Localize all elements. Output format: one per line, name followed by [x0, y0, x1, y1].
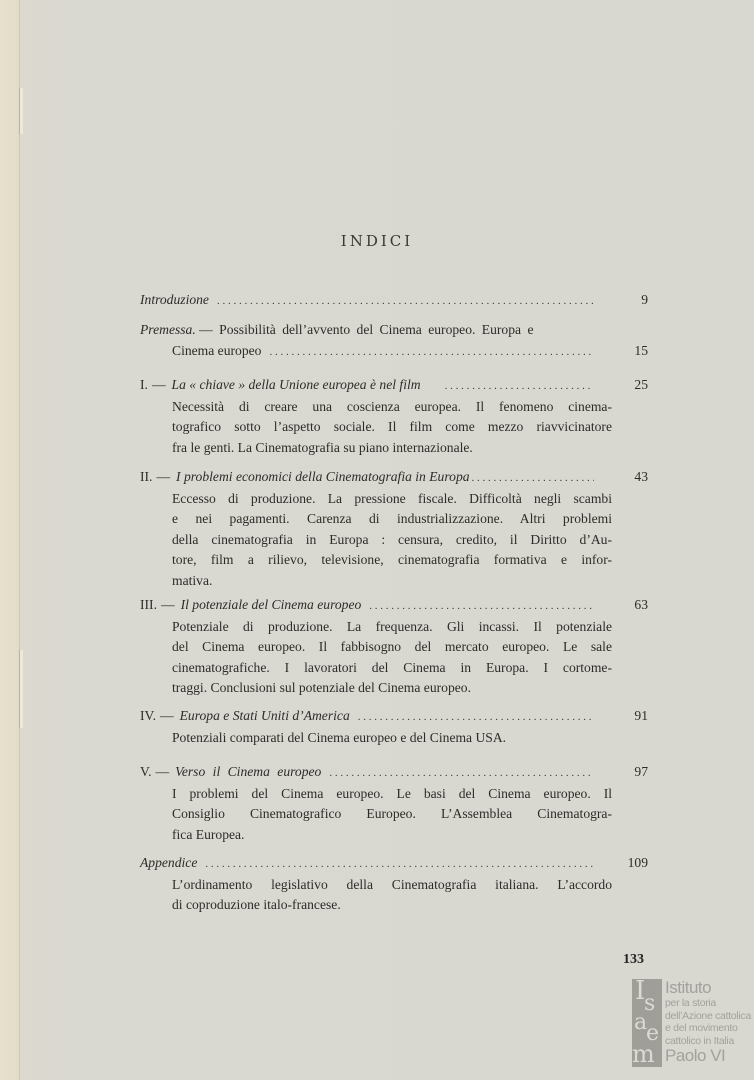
summary-line: Potenziali comparati del Cinema europeo e del Cinema USA.: [172, 729, 507, 745]
toc-entry-chapter-2[interactable]: [140, 467, 648, 591]
toc-entry-chapter-5[interactable]: [140, 762, 648, 845]
chapter-number: II.: [140, 469, 153, 484]
toc-entry-chapter-4[interactable]: [140, 706, 648, 748]
logo-letter: I: [635, 976, 646, 1006]
dot-leader: [269, 342, 594, 363]
dot-leader: [445, 376, 594, 397]
toc-entry-chapter-1[interactable]: [140, 375, 648, 458]
summary-line: mativa.: [172, 572, 213, 588]
chapter-number: V.: [140, 764, 152, 779]
toc-entry-title: Verso il Cinema europeo: [175, 764, 322, 779]
toc-entry-title: La « chiave » della Unione europea è nel film: [171, 377, 421, 392]
summary-line: tografico sotto l’aspetto sociale. Il film come mezzo riavvicinatore: [172, 419, 612, 434]
dot-leader: [205, 854, 594, 875]
summary-line: fra le genti. La Cinematografia su piano internazionale.: [172, 439, 473, 455]
toc-page-number: 9: [641, 292, 648, 307]
logo-line: cattolico in Italia: [665, 1034, 735, 1047]
chapter-summary: [140, 875, 612, 916]
toc-page-number: 109: [627, 855, 648, 870]
chapter-summary: [140, 728, 612, 749]
summary-line: L’ordinamento legislativo della Cinematografia italiana. L’accordo: [172, 876, 612, 892]
em-dash: —: [155, 764, 170, 779]
chapter-number: I.: [140, 377, 148, 392]
summary-line: Eccesso di produzione. La pressione fiscale. Difficoltà negli scambi: [172, 490, 612, 506]
toc-page-number: 15: [634, 342, 648, 358]
toc-entry-continuation: Cinema europeo: [172, 342, 262, 358]
logo-line: Istituto: [665, 978, 712, 997]
logo-monogram-box: [632, 976, 662, 1068]
summary-line: Consiglio Cinematografico Europeo. L’Assemblea Cinematogra-: [172, 806, 612, 821]
logo-letter: s: [644, 991, 656, 1016]
dot-leader: [472, 468, 594, 489]
summary-line: cinematografiche. I lavoratori del Cinema in Europa. I cortome-: [172, 659, 612, 675]
chapter-summary: [140, 489, 612, 592]
summary-line: Potenziale di produzione. La frequenza. Gli incassi. Il potenziale: [172, 618, 612, 634]
em-dash: —: [160, 597, 175, 612]
em-dash: —: [156, 469, 171, 484]
summary-line: della cinematografia in Europa : censura, credito, il Diritto d’Au-: [172, 531, 612, 547]
summary-line: del Cinema europeo. Il fabbisogno del mercato europeo. Le sale: [172, 639, 612, 654]
toc-page-number: 43: [634, 469, 648, 484]
dot-leader: [329, 763, 594, 784]
toc-entry-title: Introduzione: [140, 292, 209, 307]
toc-entry-title: Premessa.: [140, 322, 196, 337]
chapter-summary: [140, 617, 612, 699]
toc-entry-title: Il potenziale del Cinema europeo: [180, 597, 362, 612]
dot-leader: [217, 291, 594, 312]
summary-line: Necessità di creare una coscienza europea. Il fenomeno cinema-: [172, 398, 612, 414]
page-gutter: [19, 0, 20, 1080]
summary-line: e nei pagamenti. Carenza di industrializzazione. Altri problemi: [172, 511, 612, 526]
logo-text: [665, 979, 751, 1065]
chapter-number: IV.: [140, 708, 156, 723]
binding-stitch: [19, 650, 23, 728]
logo-letter: a: [634, 1010, 648, 1035]
logo-letter: e: [646, 1021, 660, 1046]
summary-line: I problemi del Cinema europeo. Le basi del Cinema europeo. Il: [172, 785, 612, 801]
chapter-number: III.: [140, 597, 157, 612]
toc-entry-premessa[interactable]: [140, 320, 648, 362]
page-number: 133: [623, 952, 644, 967]
logo-line: dell’Azione cattolica: [665, 1009, 751, 1022]
logo-letter: m: [632, 1040, 655, 1068]
toc-entry-appendice[interactable]: [140, 853, 648, 916]
toc-entry-title: Appendice: [140, 855, 198, 870]
toc-entry-subtitle: — Possibilità dell’avvento del Cinema europeo. Europa e: [199, 322, 534, 337]
toc-page-number: 63: [634, 597, 648, 612]
summary-line: tore, film a rilievo, televisione, cinematografia formativa e infor-: [172, 552, 612, 567]
toc-entry-title: I problemi economici della Cinematografia in Europa: [176, 469, 470, 484]
toc-page-number: 91: [634, 708, 648, 723]
toc-page-number: 25: [634, 377, 648, 392]
chapter-summary: [140, 397, 612, 459]
summary-line: di coproduzione italo-francese.: [172, 897, 341, 912]
isacem-watermark-logo: [632, 976, 754, 1069]
dot-leader: [369, 596, 594, 617]
summary-line: fica Europea.: [172, 826, 245, 842]
toc-entry-title: Europa e Stati Uniti d’America: [179, 708, 350, 723]
toc-page-number: 97: [634, 764, 648, 779]
em-dash: —: [151, 377, 166, 392]
em-dash: —: [160, 708, 174, 723]
toc-entry-introduzione[interactable]: [140, 290, 648, 312]
logo-line: e del movimento: [665, 1022, 738, 1034]
dot-leader: [358, 707, 594, 728]
chapter-summary: [140, 784, 612, 846]
binding-stitch: [19, 88, 23, 134]
page-title: INDICI: [340, 232, 414, 250]
summary-line: traggi. Conclusioni sul potenziale del Cinema europeo.: [172, 680, 471, 695]
logo-line: per la storia: [665, 997, 716, 1009]
toc-entry-chapter-3[interactable]: [140, 595, 648, 699]
logo-line: Paolo VI: [665, 1046, 726, 1065]
